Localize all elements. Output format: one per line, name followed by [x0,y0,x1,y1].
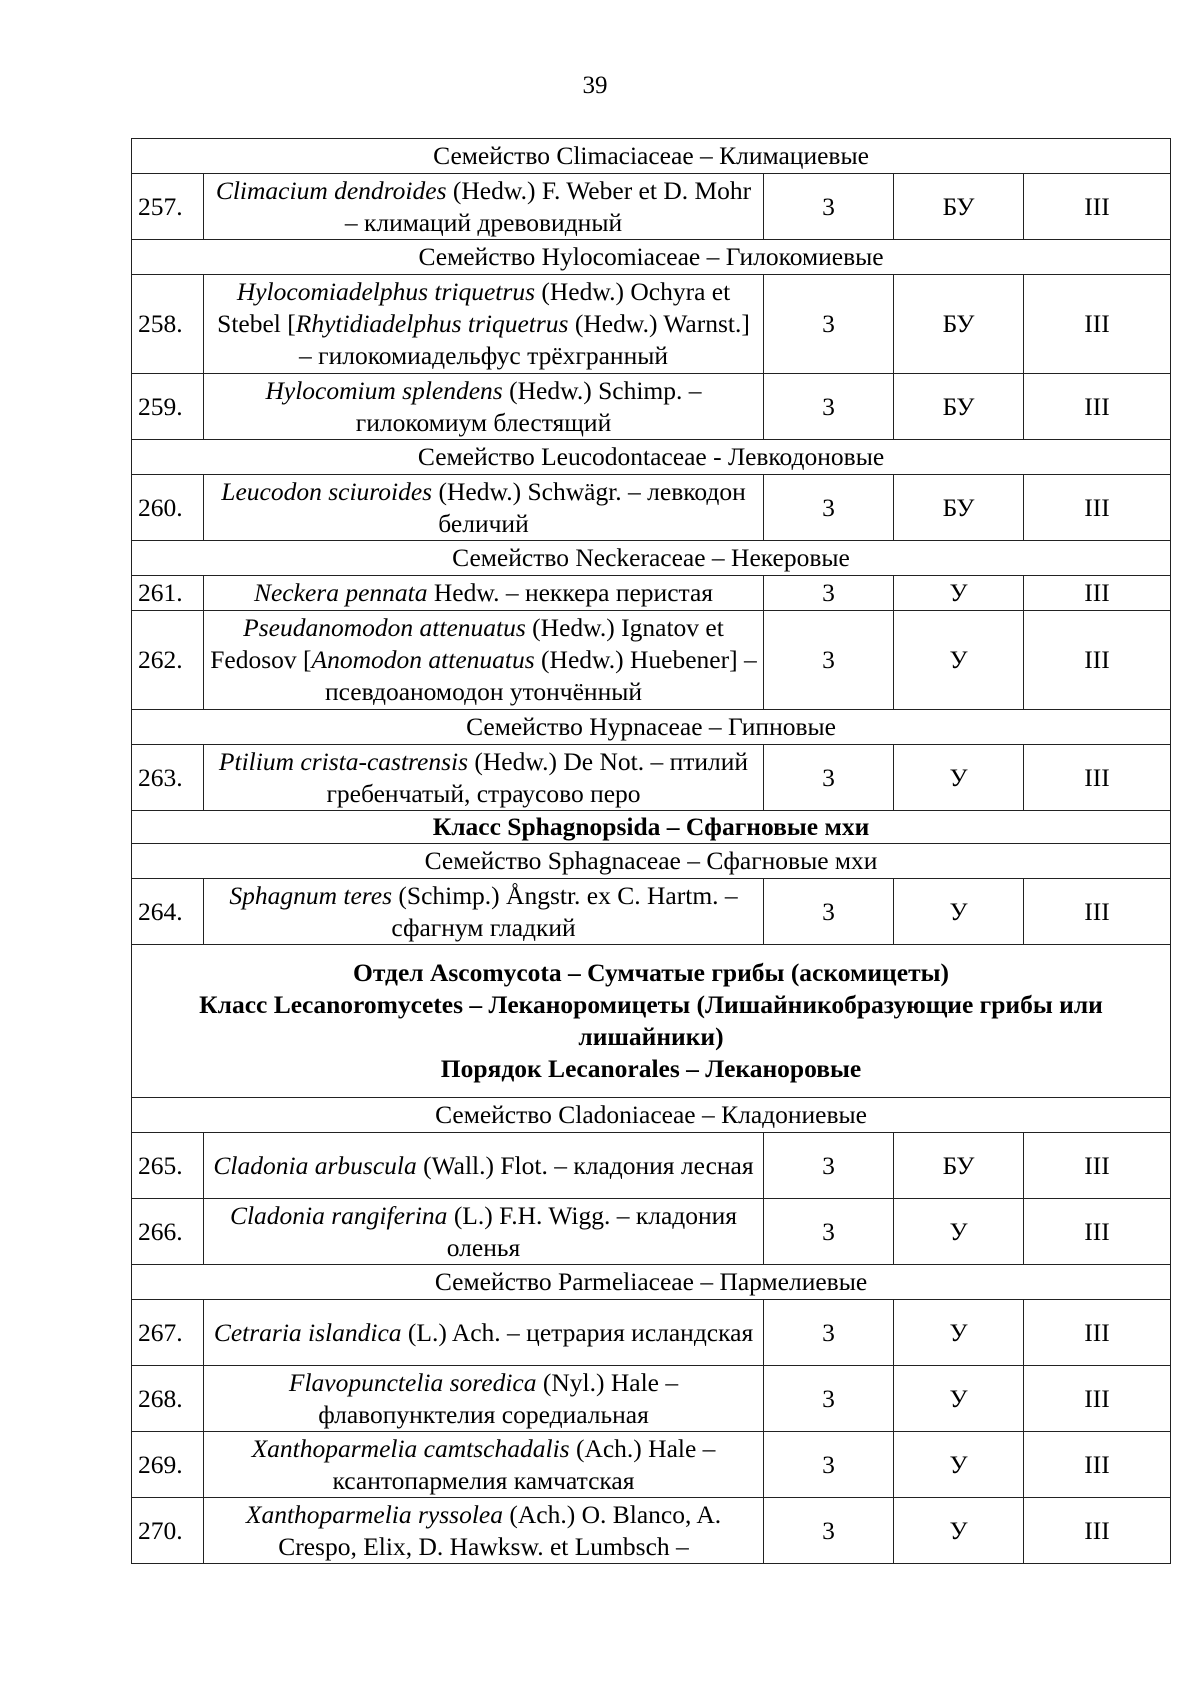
species-number: 262. [132,611,204,710]
family-heading-row [132,1265,1171,1300]
species-name [204,1133,764,1199]
table-body [132,139,1171,1564]
species-name [204,1498,764,1564]
species-number: 257. [132,174,204,240]
species-row [132,275,1171,374]
division-heading-line: Порядок Lecanorales – Леканоровые [440,1054,862,1083]
species-number: 260. [132,475,204,541]
species-name-text: (L.) F.H. Wigg. – кладония оленья [446,1200,738,1262]
species-name-text: (Hedw.) Ochyra et Stebel [ [217,277,731,338]
latin-name: Leucodon sciuroides [221,476,433,506]
division-heading-line: Отдел Ascomycota – Сумчатые грибы (аскомицеты) [353,958,949,987]
rank-cell: III [1024,879,1171,945]
species-number: 259. [132,374,204,440]
category-cell: 3 [764,1366,894,1432]
species-row [132,576,1171,611]
rank-cell: III [1024,475,1171,541]
family-heading: Семейство Parmeliaceae – Пармелиевые [132,1265,1171,1300]
species-name-text: (L.) Ach. – цетрария исландская [401,1317,754,1347]
family-heading: Семейство Hypnaceae – Гипновые [132,710,1171,745]
status-cell: У [894,576,1024,611]
species-name-text: (Nyl.) Hale – флавопунктелия соредиальная [318,1367,679,1429]
species-name-text: (Ach.) O. Blanco, A. Crespo, Elix, D. Hawksw. et Lumbsch – [278,1499,722,1561]
latin-name: Cladonia rangiferina [229,1200,448,1230]
status-cell: У [894,1300,1024,1366]
category-cell: 3 [764,1133,894,1199]
species-number: 268. [132,1366,204,1432]
category-cell: 3 [764,1498,894,1564]
species-number: 263. [132,745,204,811]
family-heading: Семейство Neckeraceae – Некеровые [132,541,1171,576]
species-name [204,745,764,811]
family-heading: Семейство Sphagnaceae – Сфагновые мхи [132,844,1171,879]
latin-name: Flavopunctelia soredica [288,1367,537,1397]
latin-name: Neckera pennata [253,578,428,607]
species-name-text: (Ach.) Hale – ксантопармелия камчатская [332,1433,716,1495]
species-name-text: (Hedw.) De Not. – птилий гребенчатый, страусово перо [326,746,749,808]
species-row [132,1366,1171,1432]
family-heading-row [132,440,1171,475]
category-cell: 3 [764,475,894,541]
species-name [204,611,764,710]
species-name [204,1199,764,1265]
category-cell: 3 [764,1199,894,1265]
rank-cell: III [1024,275,1171,374]
species-name-text: (Hedw.) Schwägr. – левкодон беличий [432,476,746,538]
species-row [132,475,1171,541]
species-name [204,1366,764,1432]
category-cell: 3 [764,1300,894,1366]
page-number: 39 [582,72,608,99]
status-cell: БУ [894,275,1024,374]
category-cell: 3 [764,576,894,611]
species-row [132,611,1171,710]
species-row [132,1498,1171,1564]
latin-name: Hylocomium splendens [265,375,503,405]
species-row [132,174,1171,240]
species-name-text: (Hedw.) Warnst.] – гилокомиадельфус трёхгранный [298,309,750,370]
species-row [132,1300,1171,1366]
species-row [132,1199,1171,1265]
species-name [204,879,764,945]
latin-name: Pseudanomodon attenuatus [243,613,526,642]
species-row [132,1133,1171,1199]
species-row [132,745,1171,811]
species-name-text: (Hedw.) F. Weber et D. Mohr – климаций древовидный [344,175,752,237]
species-name-text: (Schimp.) Ångstr. ex C. Hartm. – сфагнум гладкий [391,880,738,942]
status-cell: У [894,879,1024,945]
category-cell: 3 [764,275,894,374]
division-heading-row [132,945,1171,1098]
status-cell: БУ [894,174,1024,240]
species-name [204,475,764,541]
species-name-text: (Hedw.) Ignatov et Fedosov [ [210,613,724,674]
rank-cell: III [1024,1199,1171,1265]
species-number: 269. [132,1432,204,1498]
rank-cell: III [1024,1498,1171,1564]
category-cell: 3 [764,174,894,240]
latin-name: Ptilium crista-castrensis [218,746,469,776]
rank-cell: III [1024,611,1171,710]
latin-name: Hylocomiadelphus triquetrus [236,277,535,306]
rank-cell: III [1024,374,1171,440]
category-cell: 3 [764,1432,894,1498]
rank-cell: III [1024,745,1171,811]
category-cell: 3 [764,374,894,440]
species-name [204,1300,764,1366]
red-book-species-table [131,138,1171,1564]
species-number: 266. [132,1199,204,1265]
status-cell: У [894,1199,1024,1265]
species-name-text: Hedw. – неккера перистая [427,578,714,607]
category-cell: 3 [764,879,894,945]
class-heading-row [132,811,1171,844]
latin-name: Sphagnum teres [229,880,393,910]
status-cell: У [894,1432,1024,1498]
status-cell: У [894,745,1024,811]
species-row [132,879,1171,945]
family-heading-row [132,139,1171,174]
species-row [132,374,1171,440]
rank-cell: III [1024,1133,1171,1199]
rank-cell: III [1024,576,1171,611]
latin-name: Xanthoparmelia camtschadalis [251,1433,570,1463]
species-name [204,1432,764,1498]
latin-name: Xanthoparmelia ryssolea [245,1499,503,1529]
latin-name: Rhytidiadelphus triquetrus [295,309,569,338]
species-number: 264. [132,879,204,945]
family-heading: Семейство Hylocomiaceae – Гилокомиевые [132,240,1171,275]
family-heading: Семейство Climaciaceae – Климациевые [132,139,1171,174]
status-cell: БУ [894,475,1024,541]
species-number: 265. [132,1133,204,1199]
species-name [204,275,764,374]
rank-cell: III [1024,1432,1171,1498]
species-number: 267. [132,1300,204,1366]
species-name-text: (Wall.) Flot. – кладония лесная [416,1150,754,1180]
species-number: 270. [132,1498,204,1564]
family-heading: Семейство Leucodontaceae - Левкодоновые [132,440,1171,475]
species-name [204,374,764,440]
division-heading-line: Класс Lecanoromycetes – Леканоромицеты (Лишайникобразующие грибы или лишайники) [199,990,1103,1051]
latin-name: Climacium dendroides [215,175,447,205]
status-cell: У [894,1366,1024,1432]
status-cell: У [894,1498,1024,1564]
rank-cell: III [1024,1366,1171,1432]
status-cell: БУ [894,1133,1024,1199]
species-row [132,1432,1171,1498]
species-number: 261. [132,576,204,611]
family-heading-row [132,1098,1171,1133]
rank-cell: III [1024,174,1171,240]
family-heading-row [132,240,1171,275]
family-heading-row [132,541,1171,576]
class-heading: Класс Sphagnopsida – Сфагновые мхи [132,811,1171,844]
family-heading-row [132,710,1171,745]
division-heading [132,945,1171,1098]
status-cell: БУ [894,374,1024,440]
species-number: 258. [132,275,204,374]
latin-name: Cetraria islandica [213,1317,402,1347]
family-heading-row [132,844,1171,879]
species-name [204,576,764,611]
category-cell: 3 [764,745,894,811]
species-name [204,174,764,240]
latin-name: Anomodon attenuatus [311,645,535,674]
species-name-text: (Hedw.) Huebener] – псевдоаномодон утончённый [324,645,757,706]
latin-name: Cladonia arbuscula [213,1150,417,1180]
family-heading: Семейство Cladoniaceae – Кладониевые [132,1098,1171,1133]
category-cell: 3 [764,611,894,710]
status-cell: У [894,611,1024,710]
species-name-text: (Hedw.) Schimp. – гилокомиум блестящий [355,375,702,437]
rank-cell: III [1024,1300,1171,1366]
